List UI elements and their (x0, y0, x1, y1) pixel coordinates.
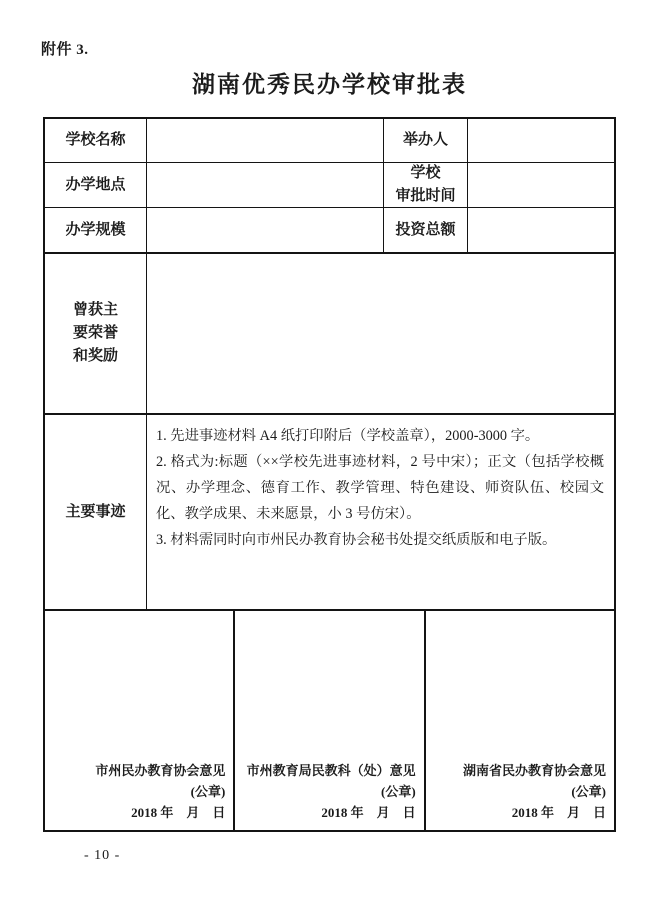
opinion-city-private-education-association (45, 611, 235, 830)
date-line: 2018 年 月 日 (511, 805, 606, 820)
approval-time-value-cell (468, 163, 614, 207)
seal-label: (公章) (190, 784, 226, 799)
deeds-note-2: 2. 格式为:标题（××学校先进事迹材料，2 号中宋）；正文（包括学校概况、办学理念、德育工作、教学管理、特色建设、师资队伍、校园文化、教学成果、未来愿景，小 3 号仿宋）。 (156, 454, 604, 522)
investment-label: 投资总额 (395, 221, 456, 238)
investment-value-cell (468, 208, 614, 252)
honors-label (73, 299, 118, 368)
school-location-label: 办学地点 (65, 176, 126, 193)
deeds-label-cell (45, 415, 147, 609)
date-line: 2018 年 月 日 (131, 805, 226, 820)
organizer-value-cell (468, 119, 614, 162)
deeds-notes (147, 415, 614, 609)
approval-form-table (43, 117, 616, 832)
school-scale-label-cell (45, 208, 147, 252)
seal-label: (公章) (571, 784, 606, 799)
attachment-label: 附件 3. (41, 42, 89, 58)
table-row (45, 163, 614, 208)
approval-time-label-line1: 学校 (410, 165, 441, 181)
organizer-label-cell (384, 119, 468, 162)
honors-value-cell (147, 254, 614, 413)
investment-label-cell (384, 208, 468, 252)
school-scale-value-cell (147, 208, 384, 252)
opinions-row (45, 611, 614, 830)
deeds-note-3: 3. 材料需同时向市州民办教育协会秘书处提交纸质版和电子版。 (156, 532, 557, 548)
approval-time-label (395, 163, 455, 207)
date-line: 2018 年 月 日 (321, 805, 416, 820)
honors-row (45, 254, 614, 415)
page-title: 湖南优秀民办学校审批表 (192, 72, 467, 97)
honors-label-line2: 要荣誉 (72, 325, 118, 341)
opinion-title: 湖南省民办教育协会意见 (462, 763, 606, 778)
opinion-title: 市州教育局民教科（处）意见 (246, 763, 416, 778)
deeds-row (45, 415, 614, 611)
honors-label-line3: 和奖励 (72, 348, 118, 364)
approval-time-label-line2: 审批时间 (395, 188, 456, 204)
opinion-title: 市州民办教育协会意见 (95, 763, 226, 778)
table-row (45, 208, 614, 254)
school-scale-label: 办学规模 (65, 221, 126, 238)
honors-label-cell (45, 254, 147, 413)
school-location-label-cell (45, 163, 147, 207)
table-row (45, 119, 614, 163)
school-name-label: 学校名称 (65, 132, 126, 148)
seal-label: (公章) (380, 784, 416, 799)
opinion-city-education-bureau (235, 611, 425, 830)
organizer-label: 举办人 (402, 132, 448, 148)
deeds-label: 主要事迹 (65, 503, 126, 520)
deeds-note-1: 1. 先进事迹材料 A4 纸打印附后（学校盖章），2000-3000 字。 (156, 428, 540, 444)
school-name-value-cell (147, 119, 384, 162)
school-location-value-cell (147, 163, 384, 207)
honors-label-line1: 曾获主 (72, 302, 118, 318)
page-number: - 10 - (84, 848, 121, 863)
approval-time-label-cell (384, 163, 468, 207)
opinion-hunan-private-education-association (426, 611, 614, 830)
school-name-label-cell (45, 119, 147, 162)
